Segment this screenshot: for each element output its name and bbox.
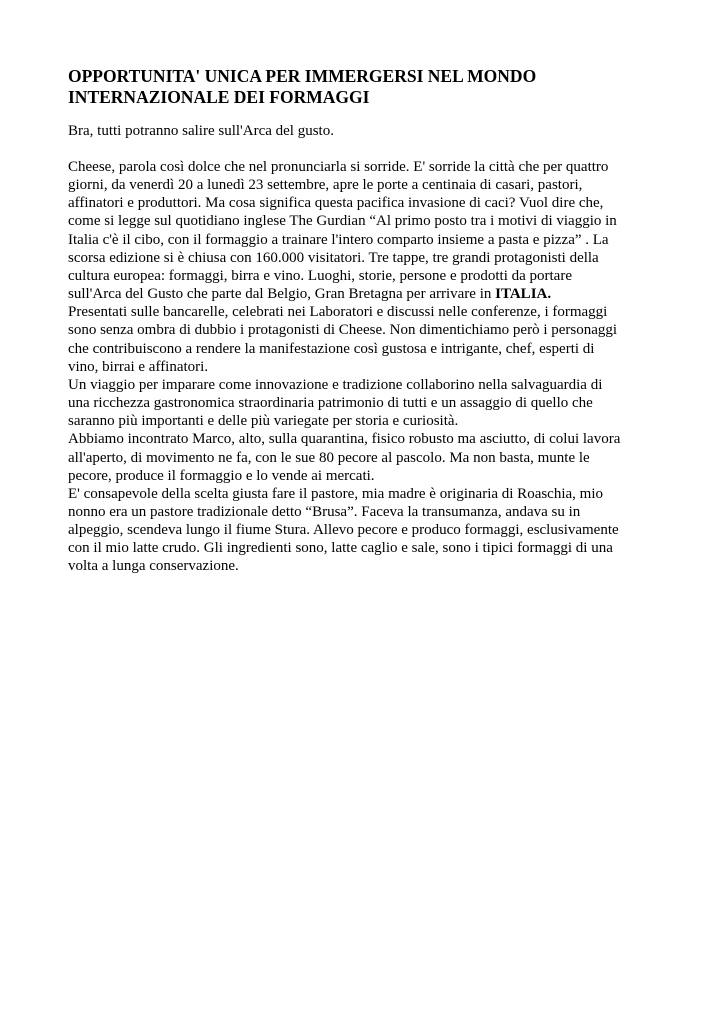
body-line: Italia c'è il cibo, con il formaggio a trainare l'intero comparto insieme a pasta e pizza” . La: [68, 231, 609, 248]
title-line: INTERNAZIONALE DEI FORMAGGI: [68, 87, 370, 107]
body-line: cultura europea: formaggi, birra e vino. Luoghi, storie, persone e prodotti da portare: [68, 267, 572, 284]
body-line: pecore, produce il formaggio e lo vende ai mercati.: [68, 467, 375, 484]
body-line: sono senza ombra di dubbio i protagonisti di Cheese. Non dimentichiamo però i personaggi: [68, 322, 618, 339]
body-line: che contribuiscono a rendere la manifestazione così gustosa e intrigante, chef, esperti di: [68, 340, 595, 357]
body-line: con il mio latte crudo. Gli ingredienti sono, latte caglio e sale, sono i tipici formaggi di una: [68, 540, 613, 557]
document-page: [68, 66, 708, 576]
body-line: Un viaggio per imparare come innovazione e tradizione collaborino nella salvaguardia di: [68, 376, 603, 393]
title-line: OPPORTUNITA' UNICA PER IMMERGERSI NEL MONDO: [68, 66, 537, 86]
body-line: Presentati sulle bancarelle, celebrati nei Laboratori e discussi nelle conferenze, i formaggi: [68, 304, 608, 321]
body-line-text: sull'Arca del Gusto che parte dal Belgio, Gran Bretagna per arrivare in: [68, 286, 496, 303]
italia-bold-word: ITALIA.: [495, 286, 552, 303]
body-line-with-bold: [68, 285, 708, 303]
article-intro: Bra, tutti potranno salire sull'Arca del gusto.: [68, 123, 334, 139]
body-line: vino, birrai e affinatori.: [68, 358, 209, 375]
body-line: Abbiamo incontrato Marco, alto, sulla quarantina, fisico robusto ma asciutto, di colui lavora: [68, 431, 621, 448]
body-line: giorni, da venerdì 20 a lunedì 23 settembre, apre le porte a centinaia di casari, pastori,: [68, 177, 583, 194]
body-line: scorsa edizione si è chiusa con 160.000 visitatori. Tre tappe, tre grandi protagonisti della: [68, 249, 599, 266]
body-line: nonno era un pastore tradizionale detto “Brusa”. Faceva la transumanza, andava su in: [68, 503, 581, 520]
body-line: saranno più importanti e delle più variegate per storia e curiosità.: [68, 413, 459, 430]
body-line: una ricchezza gastronomica straordinaria patrimonio di tutti e un assaggio di quello che: [68, 395, 593, 412]
body-line: come si legge sul quotidiano inglese The Gurdian “Al primo posto tra i motivi di viaggio in: [68, 213, 617, 230]
body-line: volta a lunga conservazione.: [68, 558, 239, 575]
body-line: affinatori e produttori. Ma cosa significa questa pacifica invasione di caci? Vuol dire che,: [68, 195, 604, 212]
body-line: all'aperto, di movimento ne fa, con le sue 80 pecore al pascolo. Ma non basta, munte le: [68, 449, 590, 466]
body-line: alpeggio, scendeva lungo il fiume Stura. Allevo pecore e produco formaggi, esclusivamente: [68, 522, 619, 539]
article-title: [68, 66, 708, 108]
body-line: E' consapevole della scelta giusta fare il pastore, mia madre è originaria di Roaschia, mio: [68, 485, 604, 502]
body-line: Cheese, parola così dolce che nel pronunciarla si sorride. E' sorride la città che per quattro: [68, 159, 609, 175]
article-body: [68, 158, 708, 576]
